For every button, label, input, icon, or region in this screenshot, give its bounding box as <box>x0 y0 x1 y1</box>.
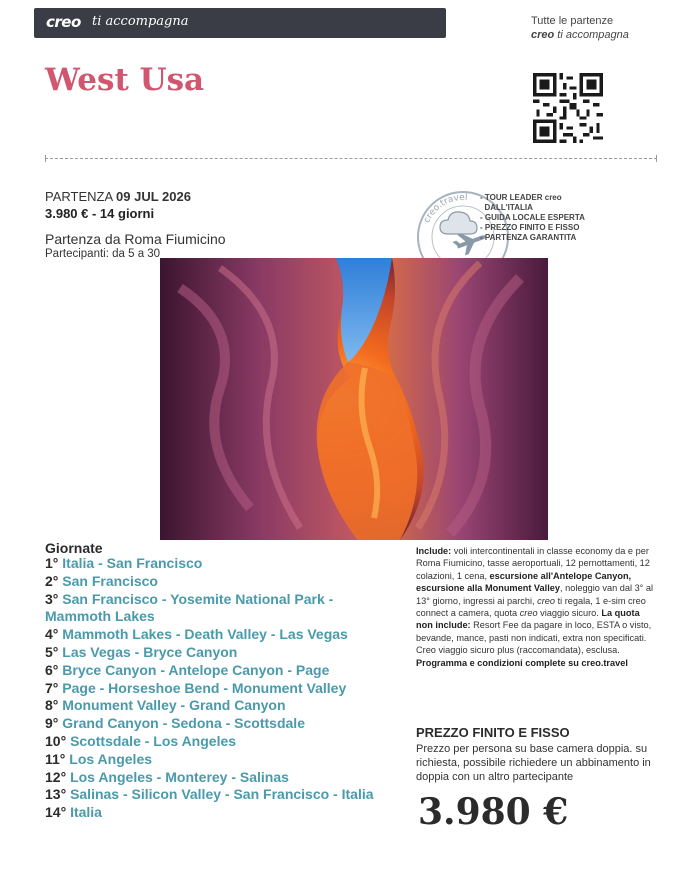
day-route: Los Angeles - Monterey - Salinas <box>70 768 289 785</box>
itinerary-day <box>45 769 289 785</box>
day-number: 12° <box>45 768 67 785</box>
includes-part: viaggio sicuro. <box>537 608 602 619</box>
participants: Partecipanti: da 5 a 30 <box>45 248 161 260</box>
itinerary-day <box>45 715 305 731</box>
header-right-rest: ti accompagna <box>554 29 629 41</box>
cloud-icon <box>440 212 477 234</box>
includes-brand: creo <box>537 595 556 606</box>
day-number: 6° <box>45 661 59 678</box>
fixed-price-heading: PREZZO FINITO E FISSO <box>416 725 570 740</box>
day-number: 3° <box>45 590 59 607</box>
day-route: Page - Horseshoe Bend - Monument Valley <box>62 679 347 696</box>
itinerary-day <box>45 680 346 696</box>
departure-date: 09 JUL 2026 <box>116 189 191 204</box>
conditions-link[interactable]: Programma e condizioni complete su creo.travel <box>416 657 628 668</box>
includes-part: ti regala, 1 e-sim creo connect a camera, quota <box>416 595 646 619</box>
day-route: Mammoth Lakes - Death Valley - Las Vegas <box>62 626 348 643</box>
badge-item: DALL'ITALIA <box>480 203 533 212</box>
itinerary-day <box>45 733 236 749</box>
day-number: 11° <box>45 750 66 767</box>
dashed-divider <box>45 158 657 159</box>
itinerary-day <box>45 626 348 642</box>
day-number: 1° <box>45 555 59 571</box>
hero-photo-antelope-canyon <box>160 258 548 540</box>
divider-tick-left <box>45 155 46 162</box>
itinerary-day <box>45 573 158 589</box>
day-route: Italia <box>70 804 102 821</box>
day-route: Salinas - Silicon Valley - San Francisco - Italia <box>70 786 374 803</box>
itinerary-day <box>45 697 286 713</box>
header-right-line1: Tutte le partenze <box>531 15 614 27</box>
day-number: 9° <box>45 715 59 732</box>
departure-label: PARTENZA <box>45 189 117 204</box>
itinerary-day <box>45 662 329 678</box>
includes-text <box>416 545 656 669</box>
day-route: Grand Canyon - Sedona - Scottsdale <box>62 715 305 732</box>
price-amount: 3.980 € <box>418 791 569 833</box>
day-number: 4° <box>45 626 59 643</box>
stamp-ring-text: creo.travel <box>422 192 468 225</box>
fixed-price-note: Prezzo per persona su base camera doppia. su richiesta, possibile richiedere un abbinamento in doppia con un altro partecipante <box>416 743 651 783</box>
includes-part: voli intercontinentali in classe economy da e per Roma Fiumicino, tasse aeroportuali, 12 pernottamenti, 12 colazioni, 1 cena, <box>416 546 650 581</box>
page-title: West Usa <box>45 62 205 98</box>
day-number: 14° <box>45 804 67 821</box>
itinerary-day <box>45 608 155 624</box>
day-number: 13° <box>45 786 67 803</box>
badge-list <box>480 193 585 243</box>
itinerary-heading: Giornate <box>45 540 103 556</box>
day-number: 10° <box>45 733 67 749</box>
brand-tagline: ti accompagna <box>92 14 189 29</box>
header-right-brand: creo <box>531 29 555 41</box>
day-number: 7° <box>45 679 59 696</box>
qr-code-icon[interactable] <box>533 73 603 143</box>
day-number: 2° <box>45 572 59 589</box>
includes-highlight: escursione all'Antelope Canyon, escursione alla Monument Valley <box>416 570 632 594</box>
day-route: Bryce Canyon - Antelope Canyon - Page <box>62 661 330 678</box>
departure-city: Partenza da Roma Fiumicino <box>45 231 226 247</box>
badge-item: - PREZZO FINITO E FISSO <box>480 223 580 232</box>
itinerary-day <box>45 751 152 767</box>
itinerary-day <box>45 786 374 802</box>
day-route: Mammoth Lakes <box>45 608 155 625</box>
day-number: 5° <box>45 644 59 660</box>
includes-label: Include: <box>416 546 452 556</box>
brand-bar <box>34 8 446 38</box>
excludes-label: La quota non include: <box>416 608 640 631</box>
itinerary-day <box>45 644 237 660</box>
day-route: San Francisco <box>62 572 158 589</box>
badge-item: - TOUR LEADER creo <box>480 193 562 202</box>
day-route: Italia - San Francisco <box>62 555 203 571</box>
day-route: Monument Valley - Grand Canyon <box>62 697 286 714</box>
badge-item: - PARTENZA GARANTITA <box>480 233 577 242</box>
day-route: Los Angeles <box>69 750 153 767</box>
day-route: San Francisco - Yosemite National Park - <box>62 590 334 607</box>
itinerary-day <box>45 555 202 571</box>
badge-item: - GUIDA LOCALE ESPERTA <box>480 213 585 222</box>
day-number: 8° <box>45 697 59 714</box>
includes-part: Resort Fee da pagare in loco, ESTA o visto, bevande, mance, pasti non indicati, extra non specificati. Creo viaggio sicuro plus (raccomandata), esclusa. <box>416 620 652 656</box>
includes-brand: creo <box>519 608 538 619</box>
divider-tick-right <box>656 155 657 162</box>
header-right-line2 <box>531 29 629 41</box>
brand-logo: creo <box>46 13 81 31</box>
includes-part: , noleggio van dal 3° al 13° giorno, ingressi ai parchi, <box>416 583 654 606</box>
itinerary-day <box>45 591 333 607</box>
itinerary-day <box>45 804 102 820</box>
price-duration: 3.980 € - 14 giorni <box>45 206 155 221</box>
departure-line <box>45 189 191 204</box>
day-route: Las Vegas - Bryce Canyon <box>62 644 238 660</box>
day-route: Scottsdale - Los Angeles <box>70 733 237 749</box>
